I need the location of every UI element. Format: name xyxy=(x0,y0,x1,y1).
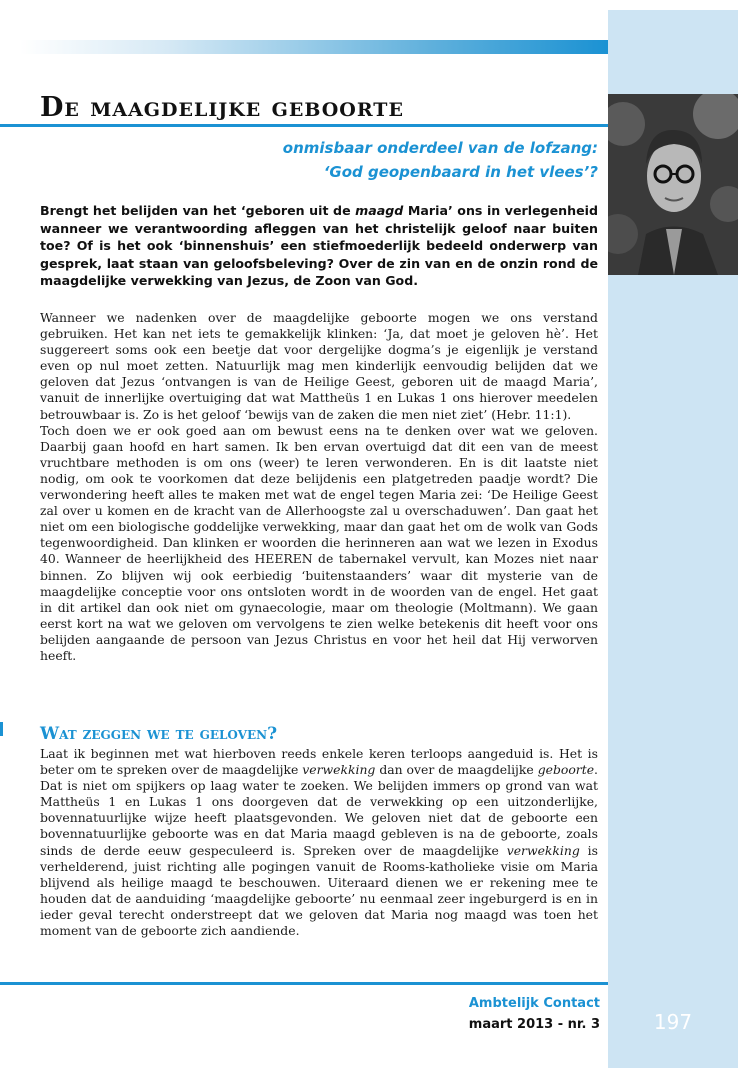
paragraph-3 xyxy=(40,746,598,939)
author-photo xyxy=(608,94,738,275)
intro-text-b: Maria’ ons in verlegenheid wanneer we verantwoording afleggen van het christelijk geloof naar buiten toe? Of is het ook ‘binnenshuis’ een stiefmoederlijk bedeeld onderwerp van gesprek, laat staan van geloofsbeleving? Over de zin van en de onzin rond de maagdelijke verwekking van Jezus, de Zoon van God. xyxy=(40,203,598,289)
section-heading: Wat zeggen we te geloven? xyxy=(40,724,278,744)
p3-text-d: is verhelderend, juist richting alle pogingen vanuit de Rooms-katholieke visie om Maria blijvend als heilige maagd te beschouwen. Uiteraard dienen we er rekening mee te houden dat de aanduiding ‘maagdelijke geboorte’ nu eenmaal zeer ingeburgerd is en in ieder geval terecht onderstreept dat we geloven dat Maria nog maagd was toen het moment van de geboorte zich aandiende. xyxy=(40,842,598,939)
section-margin-mark xyxy=(0,722,3,736)
intro-paragraph xyxy=(40,202,598,290)
paragraph-1: Wanneer we nadenken over de maagdelijke geboorte mogen we ons verstand gebruiken. Het kan net iets te gemakkelijk klinken: ‘Ja, dat moet je geloven hè’. Het suggereert soms ook een beetje dat voor dergelijke dogma’s je eigenlijk je verstand even op nul moet zetten. Natuurlijk mag men kinderlijk eenvoudig belijden dat we geloven dat Jezus ‘ontvangen is van de Heilige Geest, geboren uit de maagd Maria’, vanuit de innerlijke overtuiging dat wat Mattheüs 1 en Lukas 1 ons hierover meedelen betrouwbaar is. Zo is het geloof ‘bewijs van de zaken die men niet ziet’ (Hebr. 11:1). xyxy=(40,310,598,422)
intro-emphasis: maagd xyxy=(355,203,404,218)
paragraph-2: Toch doen we er ook goed aan om bewust eens na te denken over wat we geloven. Daarbij gaan hoofd en hart samen. Ik ben ervan overtuigd dat dit een van de meest vruchtbare methoden is om ons (weer) te leren verwonderen. En is dit laatste niet nodig, om ook te voorkomen dat deze belijdenis een platgetreden paadje wordt? Die verwondering heeft alles te maken met wat de engel tegen Maria zei: ‘De Heilige Geest zal over u komen en de kracht van de Allerhoogste zal u overschaduwen’. Dan gaat het niet om een biologische goddelijke verwekking, maar dan gaat het om de wolk van Gods tegenwoordigheid. Dan klinken er woorden die herinneren aan wat we lezen in Exodus 40. Wanneer de heerlijkheid des HEEREN de tabernakel vervult, kan Mozes niet naar binnen. Zo blijven wij ook eerbiedig ‘buitenstaanders’ waar dit mysterie van de maagdelijke conceptie voor ons ontsloten wordt in de woorden van de engel. Het gaat in dit artikel dan ook niet om gynaecologie, maar om theologie (Moltmann). We gaan eerst kort na wat we geloven om vervolgens te zien welke betekenis dit heeft voor ons belijden aangaande de persoon van Jezus Christus en voor het heil dat Hij verworven heeft. xyxy=(40,422,598,663)
intro-text-a: Brengt het belijden van het ‘geboren uit de xyxy=(40,203,356,218)
title-rule xyxy=(0,124,608,127)
issue-label: maart 2013 - nr. 3 xyxy=(468,1017,600,1032)
article-title: De maagdelijke geboorte xyxy=(40,92,404,123)
publication-name: Ambtelijk Contact xyxy=(468,996,600,1011)
subtitle-line-2: ‘God geopenbaard in het vlees’? xyxy=(323,163,598,181)
subtitle-line-1: onmisbaar onderdeel van de lofzang: xyxy=(282,139,598,157)
p3-emphasis-1: verwekking xyxy=(302,762,376,778)
p3-text-b: dan over de maagdelijke xyxy=(375,762,538,778)
footer-rule xyxy=(0,982,608,985)
article-subtitle xyxy=(283,136,598,184)
p3-text-c: . Dat is niet om spijkers op laag water te zoeken. We belijden immers op grond van wat Mattheüs 1 en Lukas 1 ons doorgeven dat de verwekking op een uitzonderlijke, bovennatuurlijke wijze heeft plaatsgevonden. We geloven niet dat de geboorte een bovennatuurlijke geboorte was en dat Maria maagd gebleven is na de geboorte, zoals sinds de derde eeuw gespeculeerd is. Spreken over de maagdelijke xyxy=(40,762,598,858)
p3-emphasis-3: verwekking xyxy=(506,842,580,858)
body-block-1 xyxy=(40,310,598,664)
p3-emphasis-2: geboorte xyxy=(537,762,595,778)
top-gradient-bar xyxy=(20,40,608,54)
p3-text-a: Laat ik beginnen met wat hierboven reeds enkele keren terloops aangeduid is. Het is beter om te spreken over de maagdelijke xyxy=(40,746,598,778)
page-number: 197 xyxy=(653,1010,693,1034)
author-portrait-image xyxy=(608,94,738,275)
